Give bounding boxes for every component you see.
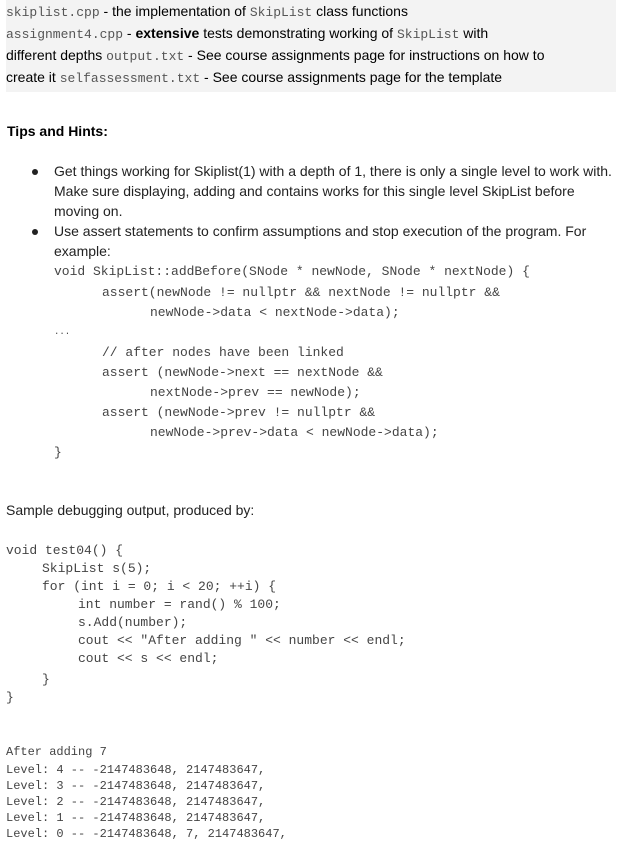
code-line: nextNode->prev == newNode); xyxy=(150,385,361,400)
bullet-text: Use assert statements to confirm assumptions and stop execution of the program. For example: xyxy=(54,223,587,259)
tips-list xyxy=(0,161,616,261)
filename: selfassessment.txt xyxy=(59,71,201,86)
separator: - xyxy=(123,25,136,41)
output-line: Level: 3 -- -2147483648, 2147483647, xyxy=(6,779,266,793)
deliverable-line xyxy=(6,45,616,67)
description: create it xyxy=(6,69,60,85)
code-line: } xyxy=(42,672,50,687)
tips-heading: Tips and Hints: xyxy=(7,123,108,139)
class-name: SkipList xyxy=(249,5,313,20)
bullet-icon xyxy=(32,169,38,175)
deliverable-line xyxy=(6,67,616,89)
code-line: int number = rand() % 100; xyxy=(78,597,281,612)
deliverable-line xyxy=(6,23,616,45)
class-name: SkipList xyxy=(396,27,460,42)
output-line: Level: 4 -- -2147483648, 2147483647, xyxy=(6,763,266,777)
description: class functions xyxy=(312,3,408,19)
filename: assignment4.cpp xyxy=(6,27,124,42)
code-line: } xyxy=(54,445,62,460)
code-ellipsis: ... xyxy=(54,327,71,337)
code-line: newNode->prev->data < newNode->data); xyxy=(150,425,439,440)
deliverable-line xyxy=(6,1,616,23)
code-line: assert (newNode->prev != nullptr && xyxy=(102,405,376,420)
list-item xyxy=(0,221,616,261)
output-line: After adding 7 xyxy=(6,745,107,759)
filename: output.txt xyxy=(106,49,185,64)
code-line: assert (newNode->next == nextNode && xyxy=(102,365,383,380)
output-line: Level: 1 -- -2147483648, 2147483647, xyxy=(6,811,266,825)
code-line: void test04() { xyxy=(6,543,124,558)
description: - the implementation of xyxy=(99,3,250,19)
code-line: cout << s << endl; xyxy=(78,651,219,666)
code-line: // after nodes have been linked xyxy=(102,345,344,360)
description: with xyxy=(459,25,489,41)
code-line: newNode->data < nextNode->data); xyxy=(150,305,400,320)
code-line: } xyxy=(6,690,14,705)
output-line: Level: 0 -- -2147483648, 7, 2147483647, xyxy=(6,827,287,841)
code-line: assert(newNode != nullptr && nextNode != nullptr && xyxy=(102,285,500,300)
code-line: SkipList s(5); xyxy=(42,561,152,576)
list-item xyxy=(0,161,616,221)
deliverables-block xyxy=(6,0,616,92)
code-line: cout << "After adding " << number << endl; xyxy=(78,633,406,648)
code-line: for (int i = 0; i < 20; ++i) { xyxy=(42,579,277,594)
description: different depths xyxy=(6,47,107,63)
description: tests demonstrating working of xyxy=(199,25,397,41)
code-line: void SkipList::addBefore(SNode * newNode, SNode * nextNode) { xyxy=(54,264,530,279)
filename: skiplist.cpp xyxy=(6,5,100,20)
output-line: Level: 2 -- -2147483648, 2147483647, xyxy=(6,795,266,809)
sample-output-label: Sample debugging output, produced by: xyxy=(6,502,255,518)
bullet-text: Get things working for Skiplist(1) with a depth of 1, there is only a single level to work with. Make sure displaying, adding and contains works for this single level SkipList before moving on. xyxy=(54,163,612,219)
bullet-icon xyxy=(32,229,38,235)
description: - See course assignments page for the template xyxy=(200,69,503,85)
code-line: s.Add(number); xyxy=(78,615,188,630)
emphasis: extensive xyxy=(135,25,200,41)
description: - See course assignments page for instructions on how to xyxy=(184,47,545,63)
